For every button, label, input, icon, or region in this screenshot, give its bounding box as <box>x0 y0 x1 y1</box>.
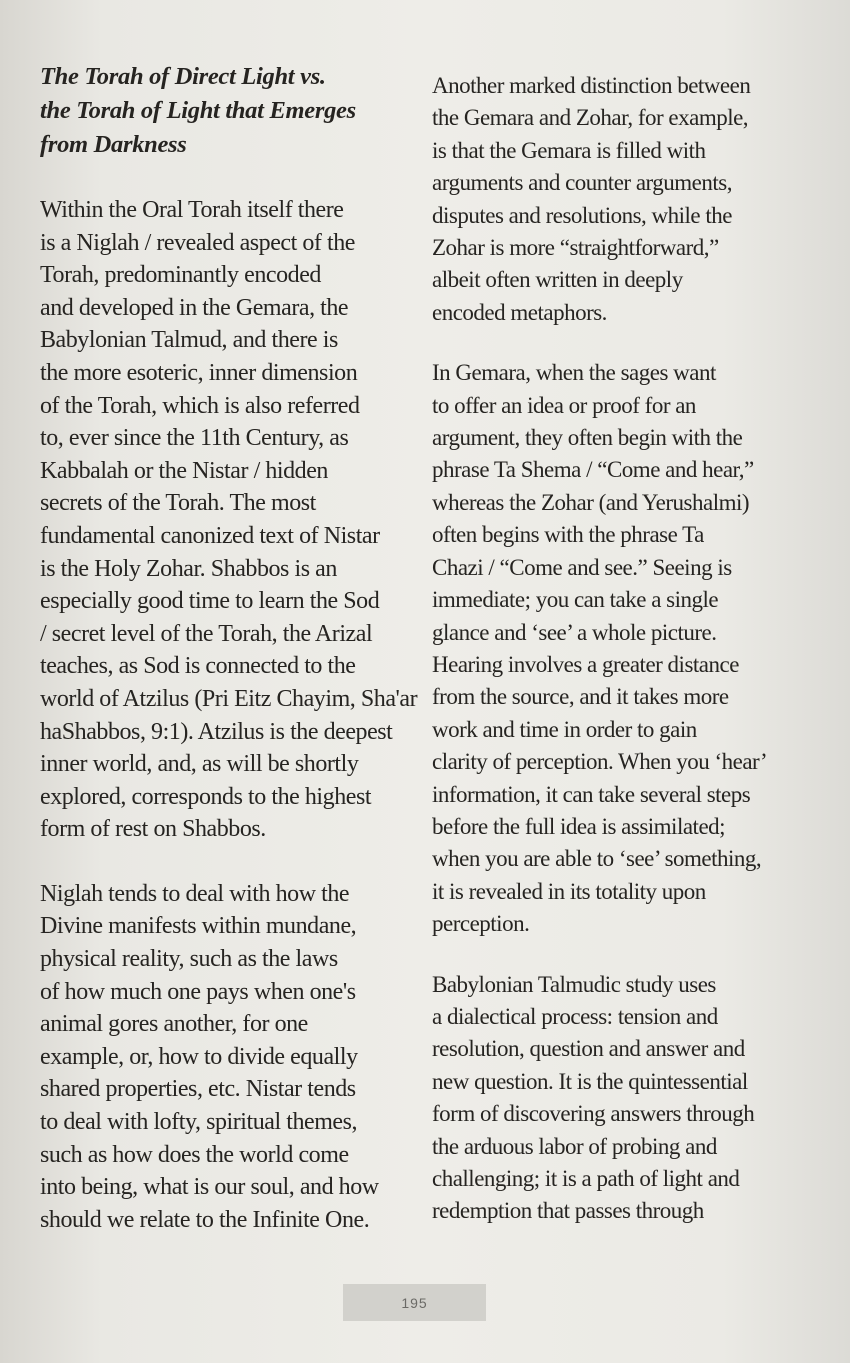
text-line: Torah, predominantly encoded <box>40 262 321 289</box>
text-line: work and time in order to gain <box>432 716 697 742</box>
text-line: the arduous labor of probing and <box>432 1133 717 1159</box>
text-line: The Torah of Direct Light vs. <box>40 63 326 90</box>
text-line: example, or, how to divide equally <box>40 1043 358 1070</box>
text-line: Kabbalah or the Nistar / hidden <box>40 457 328 484</box>
text-line: to offer an idea or proof for an <box>432 392 696 418</box>
text-line: Babylonian Talmud, and there is <box>40 327 338 354</box>
text-line: world of Atzilus (Pri Eitz Chayim, Sha'ar <box>40 685 418 712</box>
text-line: challenging; it is a path of light and <box>432 1166 740 1191</box>
text-line: albeit often written in deeply <box>432 267 683 293</box>
text-line: a dialectical process: tension and <box>432 1003 718 1029</box>
text-line: teaches, as Sod is connected to the <box>40 653 356 680</box>
text-line: arguments and counter arguments, <box>432 170 732 196</box>
paragraph <box>432 969 792 1228</box>
text-line: form of rest on Shabbos. <box>40 816 266 843</box>
text-line: fundamental canonized text of Nistar <box>40 522 380 549</box>
text-line: is the Holy Zohar. Shabbos is an <box>40 555 337 582</box>
text-line: disputes and resolutions, while the <box>432 202 732 228</box>
text-line: especially good time to learn the Sod <box>40 588 380 615</box>
text-line: Divine manifests within mundane, <box>40 913 357 940</box>
text-line: whereas the Zohar (and Yerushalmi) <box>432 489 750 515</box>
text-line: perception. <box>432 911 530 937</box>
text-line: Within the Oral Torah itself there <box>40 197 344 223</box>
text-line: to, ever since the 11th Century, as <box>40 425 349 452</box>
text-line: the Torah of Light that Emerges <box>40 97 356 124</box>
section-heading <box>40 60 425 162</box>
text-line: explored, corresponds to the highest <box>40 783 372 810</box>
text-line: when you are able to ‘see’ something, <box>432 846 762 872</box>
text-line: from the source, and it takes more <box>432 684 729 710</box>
text-line: of how much one pays when one's <box>40 978 356 1005</box>
text-line: and developed in the Gemara, the <box>40 294 349 321</box>
text-line: is that the Gemara is filled with <box>432 137 706 163</box>
paragraph <box>432 70 792 329</box>
text-line: Zohar is more “straightforward,” <box>432 235 719 261</box>
text-line: encoded metaphors. <box>432 299 607 325</box>
text-line: Niglah tends to deal with how the <box>40 880 350 907</box>
text-line: inner world, and, as will be shortly <box>40 751 359 778</box>
paragraph <box>432 357 792 940</box>
text-line: information, it can take several steps <box>432 781 751 807</box>
text-line: haShabbos, 9:1). Atzilus is the deepest <box>40 718 393 745</box>
left-column <box>40 60 425 1236</box>
text-line: the more esoteric, inner dimension <box>40 359 358 386</box>
text-line: In Gemara, when the sages want <box>432 360 716 386</box>
right-column <box>432 70 792 1228</box>
text-line: secrets of the Torah. The most <box>40 490 316 517</box>
text-line: shared properties, etc. Nistar tends <box>40 1076 356 1103</box>
text-line: clarity of perception. When you ‘hear’ <box>432 749 768 775</box>
text-line: to deal with lofty, spiritual themes, <box>40 1109 358 1136</box>
text-line: Chazi / “Come and see.” Seeing is <box>432 554 732 580</box>
text-line: phrase Ta Shema / “Come and hear,” <box>432 457 754 483</box>
text-line: often begins with the phrase Ta <box>432 522 704 548</box>
text-line: it is revealed in its totality upon <box>432 878 706 904</box>
text-line: before the full idea is assimilated; <box>432 813 726 839</box>
text-line: Hearing involves a greater distance <box>432 651 739 677</box>
text-line: / secret level of the Torah, the Arizal <box>40 620 373 647</box>
page-number: 195 <box>343 1284 486 1321</box>
text-line: redemption that passes through <box>432 1198 704 1224</box>
text-line: physical reality, such as the laws <box>40 946 338 973</box>
paragraph <box>40 194 425 846</box>
text-line: new question. It is the quintessential <box>432 1068 748 1094</box>
text-line: Babylonian Talmudic study uses <box>432 971 716 997</box>
text-line: should we relate to the Infinite One. <box>40 1206 370 1233</box>
text-line: from Darkness <box>40 131 187 158</box>
text-line: the Gemara and Zohar, for example, <box>432 105 749 131</box>
text-line: form of discovering answers through <box>432 1101 755 1127</box>
paragraph <box>40 878 425 1237</box>
text-line: resolution, question and answer and <box>432 1036 745 1062</box>
text-line: Another marked distinction between <box>432 73 751 98</box>
text-line: animal gores another, for one <box>40 1011 308 1038</box>
text-line: such as how does the world come <box>40 1141 349 1168</box>
text-line: is a Niglah / revealed aspect of the <box>40 229 355 256</box>
text-line: argument, they often begin with the <box>432 425 743 451</box>
text-line: of the Torah, which is also referred <box>40 392 360 419</box>
text-line: immediate; you can take a single <box>432 587 719 613</box>
text-line: into being, what is our soul, and how <box>40 1174 379 1201</box>
text-line: glance and ‘see’ a whole picture. <box>432 619 717 645</box>
